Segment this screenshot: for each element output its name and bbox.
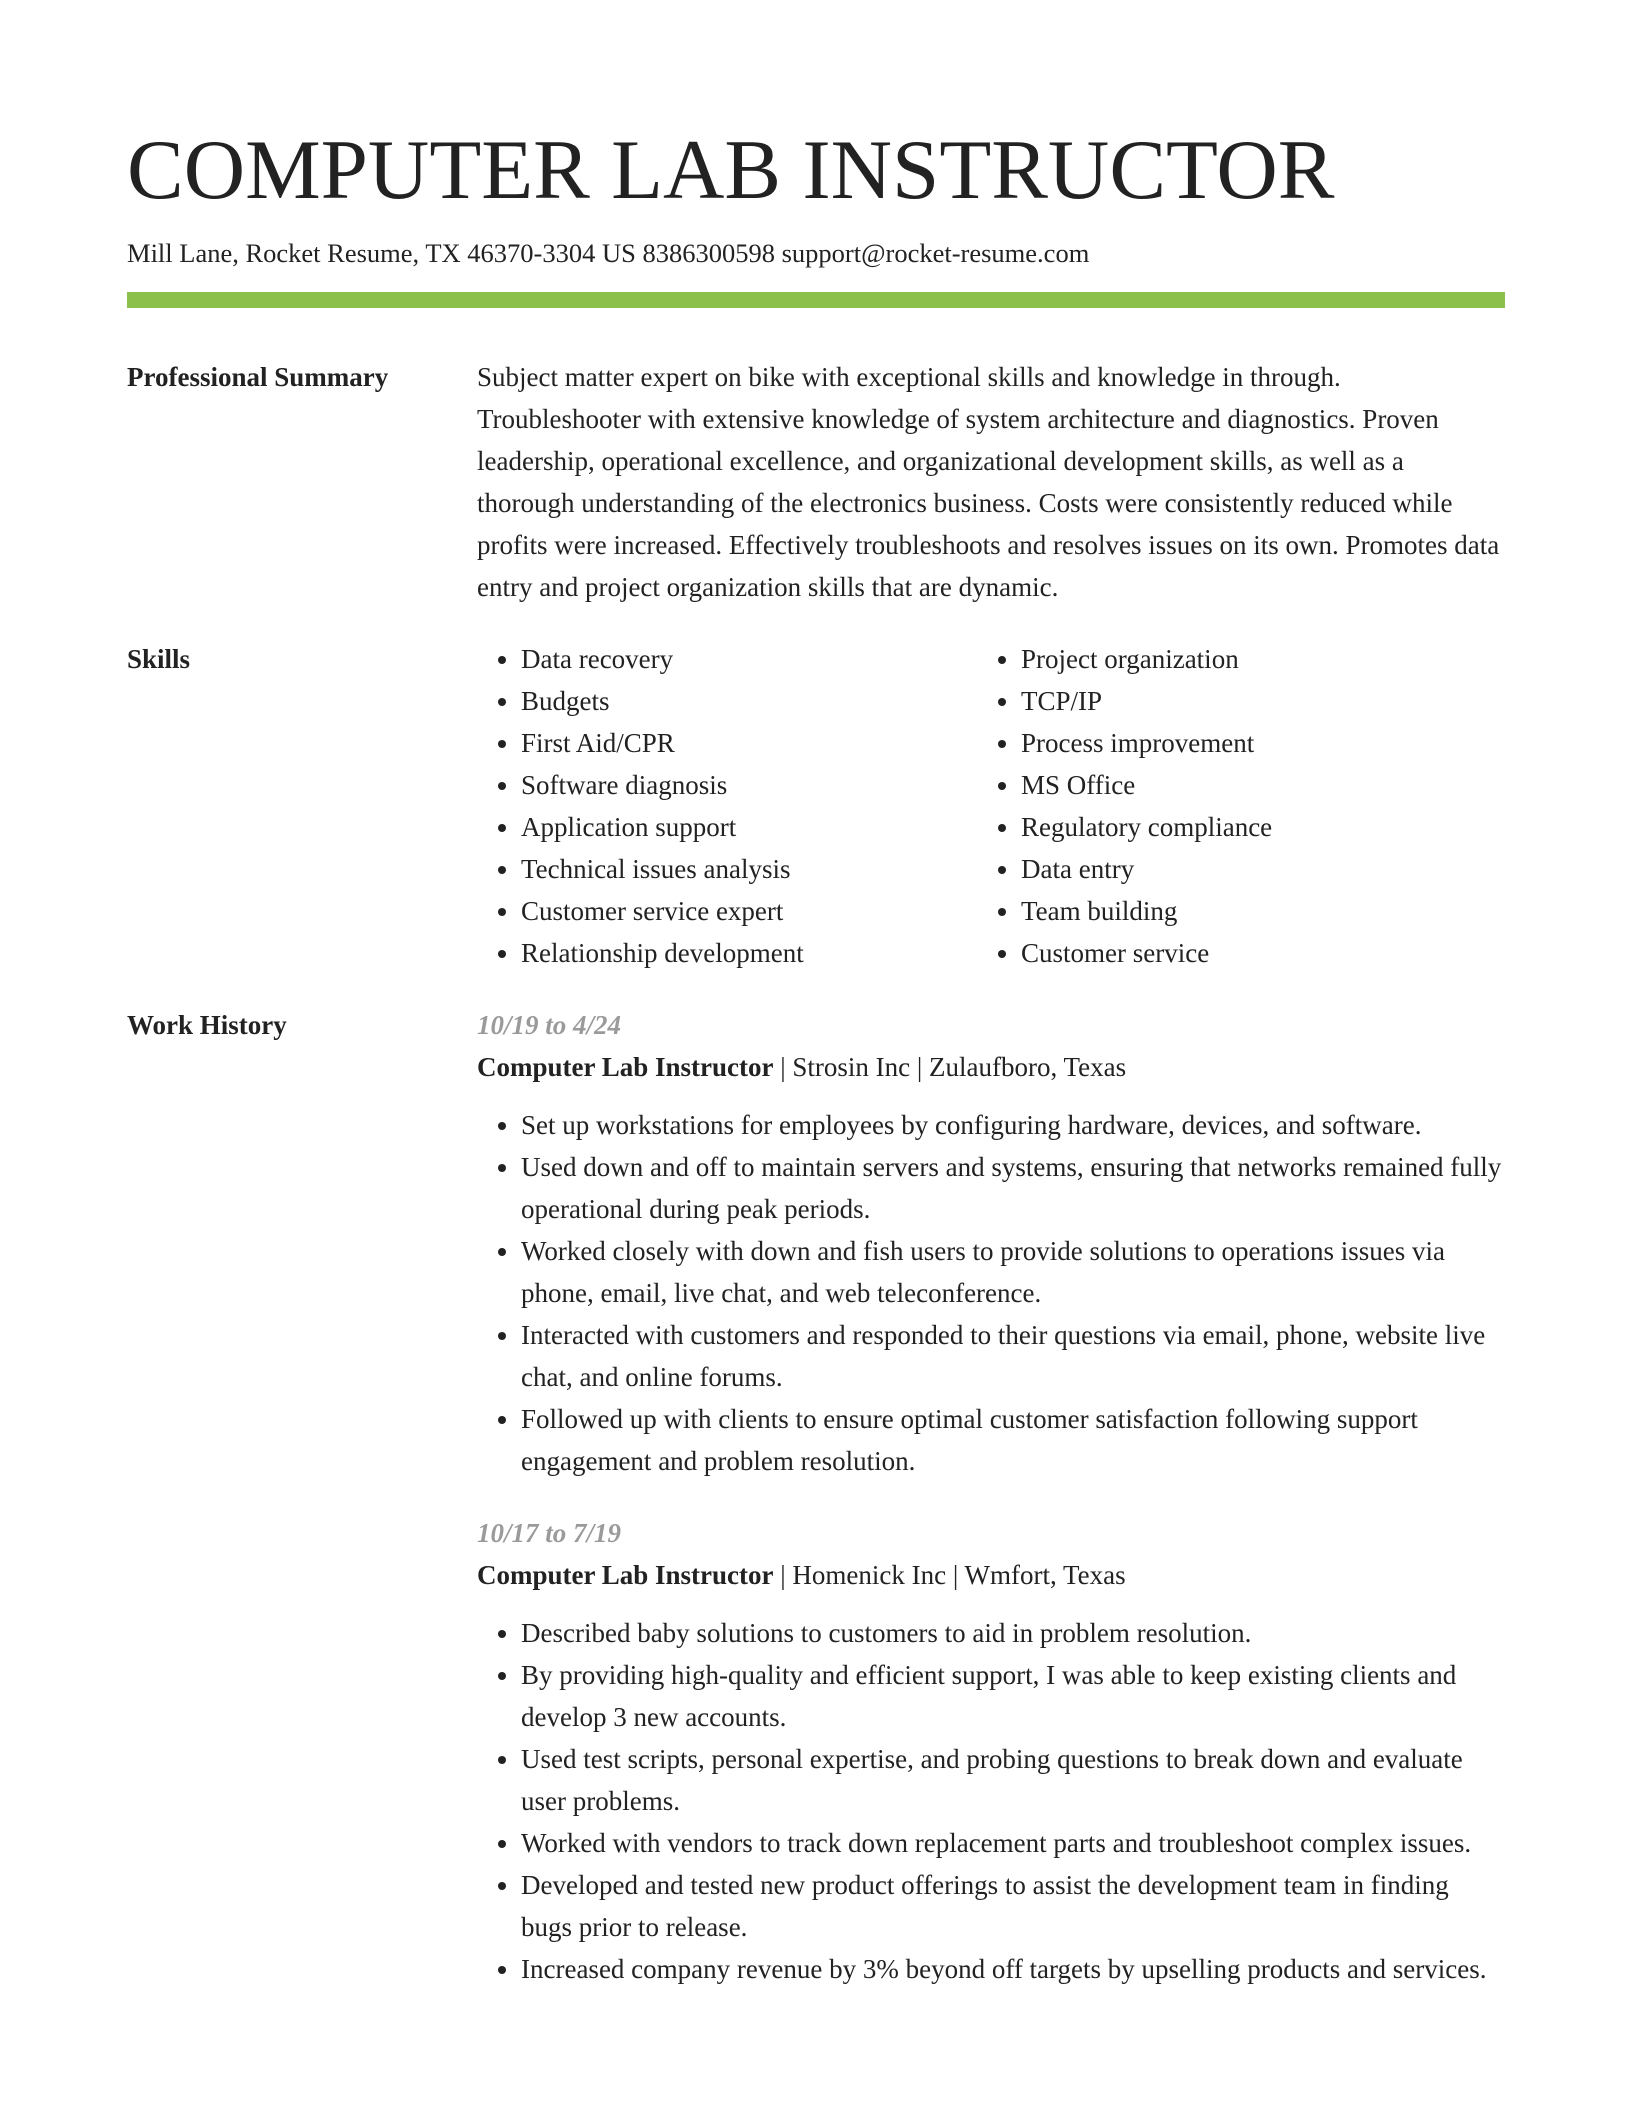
list-item: • Followed up with clients to ensure optimal customer satisfaction following support engagement and problem resolution. [521,1398,1505,1482]
section-label: Skills [127,644,191,674]
list-item: • Technical issues analysis [521,848,977,890]
section-professional-summary [127,356,1505,608]
list-item: • Software diagnosis [521,764,977,806]
accent-divider [127,292,1505,308]
job-heading [477,1046,1505,1088]
list-item: • Described baby solutions to customers to aid in problem resolution. [521,1612,1505,1654]
skills-grid [477,638,1505,974]
list-item: • Customer service expert [521,890,977,932]
summary-text: Subject matter expert on bike with exceptional skills and knowledge in through. Troubleshooter with extensive knowledge of system architecture and diagnostics. Proven leadership, operational excellence, and organizational development skills, as well as a thorough understanding of the electronics business. Costs were consistently reduced while profits were increased. Effectively troubleshoots and resolves issues on its own. Promotes data entry and project organization skills that are dynamic. [477,362,1500,602]
skills-column-right [977,638,1477,974]
list-item: • Process improvement [1021,722,1477,764]
skills-column-left [477,638,977,974]
resume-title: COMPUTER LAB INSTRUCTOR [127,123,1335,217]
list-item: • By providing high-quality and efficient support, I was able to keep existing clients and develop 3 new accounts. [521,1654,1505,1738]
job-dates: 10/17 to 7/19 [477,1518,622,1548]
section-body [477,638,1505,974]
list-item: • Team building [1021,890,1477,932]
job-bullets [477,1612,1505,1990]
section-body [477,1004,1505,2020]
list-item: • Regulatory compliance [1021,806,1477,848]
job-entry [477,1512,1505,1990]
list-item: • Budgets [521,680,977,722]
list-item: • Used down and off to maintain servers and systems, ensuring that networks remained fully operational during peak periods. [521,1146,1505,1230]
contact-info: Mill Lane, Rocket Resume, TX 46370-3304 US 8386300598 support@rocket-resume.com [127,238,1090,268]
list-item: • First Aid/CPR [521,722,977,764]
section-body [477,356,1505,608]
list-item: • Increased company revenue by 3% beyond off targets by upselling products and services. [521,1948,1505,1990]
section-work-history [127,1004,1505,2020]
list-item: • Developed and tested new product offerings to assist the development team in finding bugs prior to release. [521,1864,1505,1948]
list-item: • Project organization [1021,638,1477,680]
list-item: • Application support [521,806,977,848]
job-entry [477,1004,1505,1482]
job-bullets [477,1104,1505,1482]
list-item: • Data entry [1021,848,1477,890]
list-item: • Relationship development [521,932,977,974]
list-item: • Worked with vendors to track down replacement parts and troubleshoot complex issues. [521,1822,1505,1864]
list-item: • TCP/IP [1021,680,1477,722]
section-label: Professional Summary [127,362,389,392]
job-company-location: | Strosin Inc | Zulaufboro, Texas [773,1052,1127,1082]
section-label: Work History [127,1010,287,1040]
job-dates: 10/19 to 4/24 [477,1010,622,1040]
list-item: • Interacted with customers and responded to their questions via email, phone, website live chat, and online forums. [521,1314,1505,1398]
section-skills [127,638,1505,974]
list-item: • Worked closely with down and fish users to provide solutions to operations issues via phone, email, live chat, and web teleconference. [521,1230,1505,1314]
list-item: • Used test scripts, personal expertise, and probing questions to break down and evaluate user problems. [521,1738,1505,1822]
job-title: Computer Lab Instructor [477,1052,774,1082]
list-item: • MS Office [1021,764,1477,806]
list-item: • Set up workstations for employees by configuring hardware, devices, and software. [521,1104,1505,1146]
job-heading [477,1554,1505,1596]
list-item: • Data recovery [521,638,977,680]
job-company-location: | Homenick Inc | Wmfort, Texas [773,1560,1126,1590]
job-title: Computer Lab Instructor [477,1560,774,1590]
list-item: • Customer service [1021,932,1477,974]
